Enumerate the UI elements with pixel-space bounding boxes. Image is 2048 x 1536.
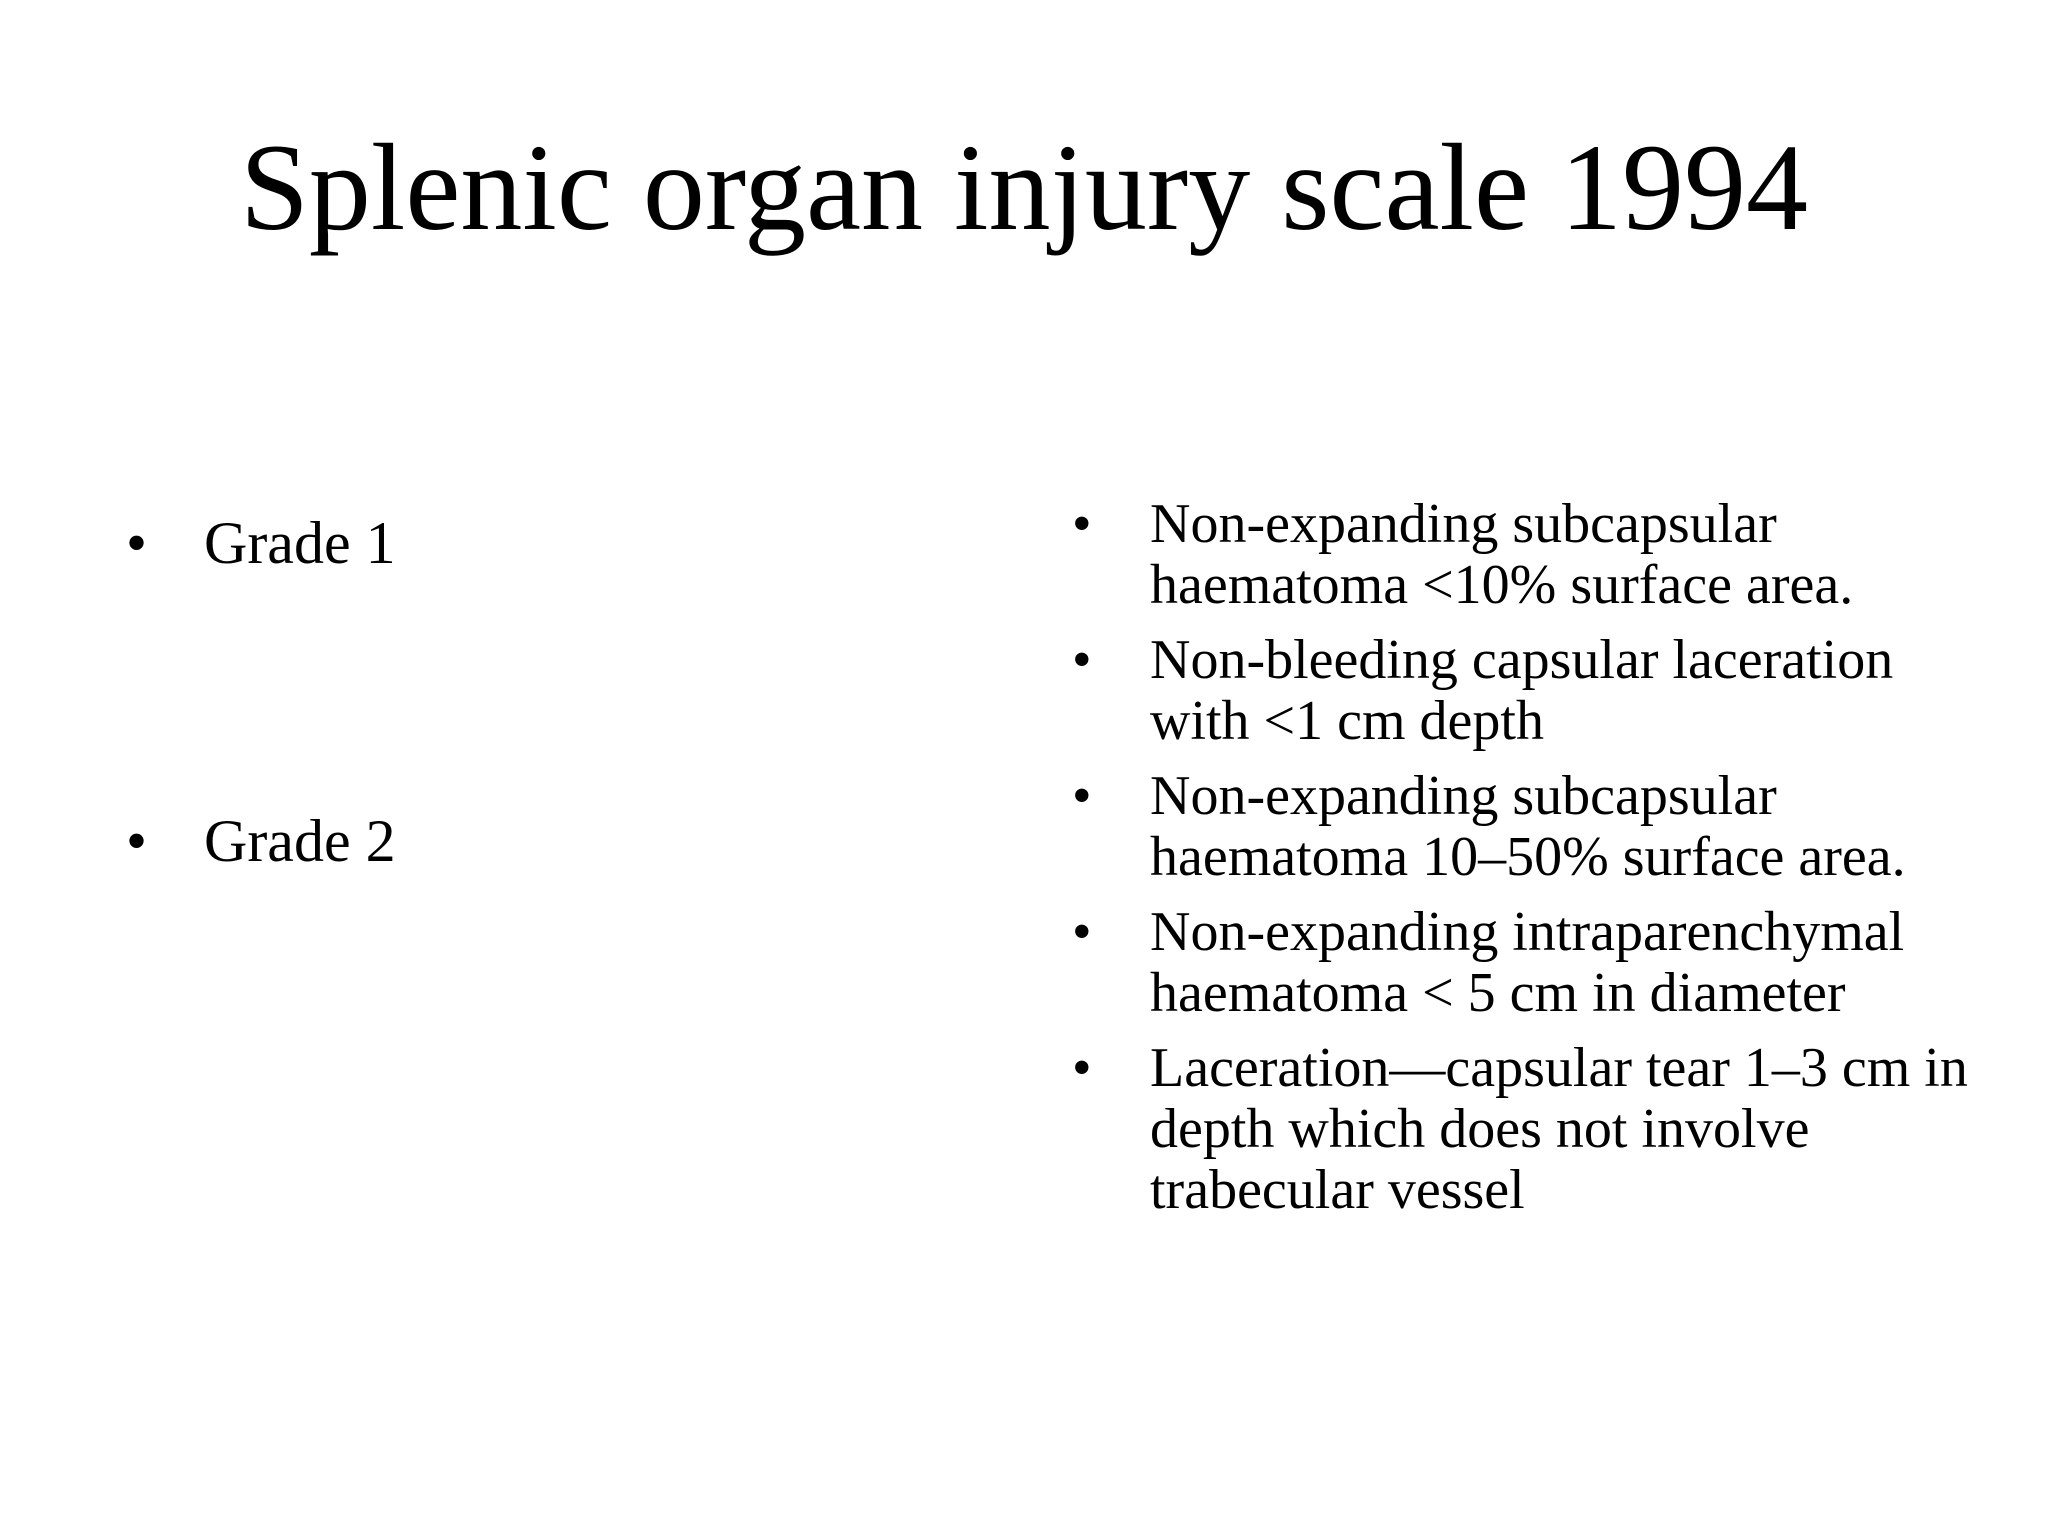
criteria-text: Non-bleeding capsular laceration with <1 cm depth — [1150, 629, 1894, 752]
bullet-icon: • — [1072, 629, 1092, 691]
criteria-list — [1072, 494, 1972, 1235]
criteria-text: Laceration—capsular tear 1–3 cm in depth which does not involve trabecular vessel — [1150, 1037, 1968, 1221]
criteria-item — [1072, 494, 1972, 616]
bullet-icon: • — [1072, 1037, 1092, 1099]
grade-item-1 — [126, 508, 886, 578]
bullet-icon: • — [126, 510, 148, 576]
bullet-icon: • — [1072, 493, 1092, 555]
criteria-item — [1072, 1038, 1972, 1221]
criteria-item — [1072, 630, 1972, 752]
bullet-icon: • — [1072, 901, 1092, 963]
bullet-icon: • — [1072, 765, 1092, 827]
criteria-item — [1072, 766, 1972, 888]
grade-list — [126, 508, 886, 876]
criteria-text: Non-expanding subcapsular haematoma <10% surface area. — [1150, 493, 1854, 616]
slide-title: Splenic organ injury scale 1994 — [239, 119, 1809, 256]
criteria-text: Non-expanding intraparenchymal haematoma < 5 cm in diameter — [1150, 901, 1905, 1024]
grade-item-2 — [126, 806, 886, 876]
bullet-icon: • — [126, 808, 148, 874]
grade-label: Grade 2 — [204, 808, 396, 874]
grade-label: Grade 1 — [204, 510, 396, 576]
criteria-item — [1072, 902, 1972, 1024]
criteria-text: Non-expanding subcapsular haematoma 10–50% surface area. — [1150, 765, 1906, 888]
